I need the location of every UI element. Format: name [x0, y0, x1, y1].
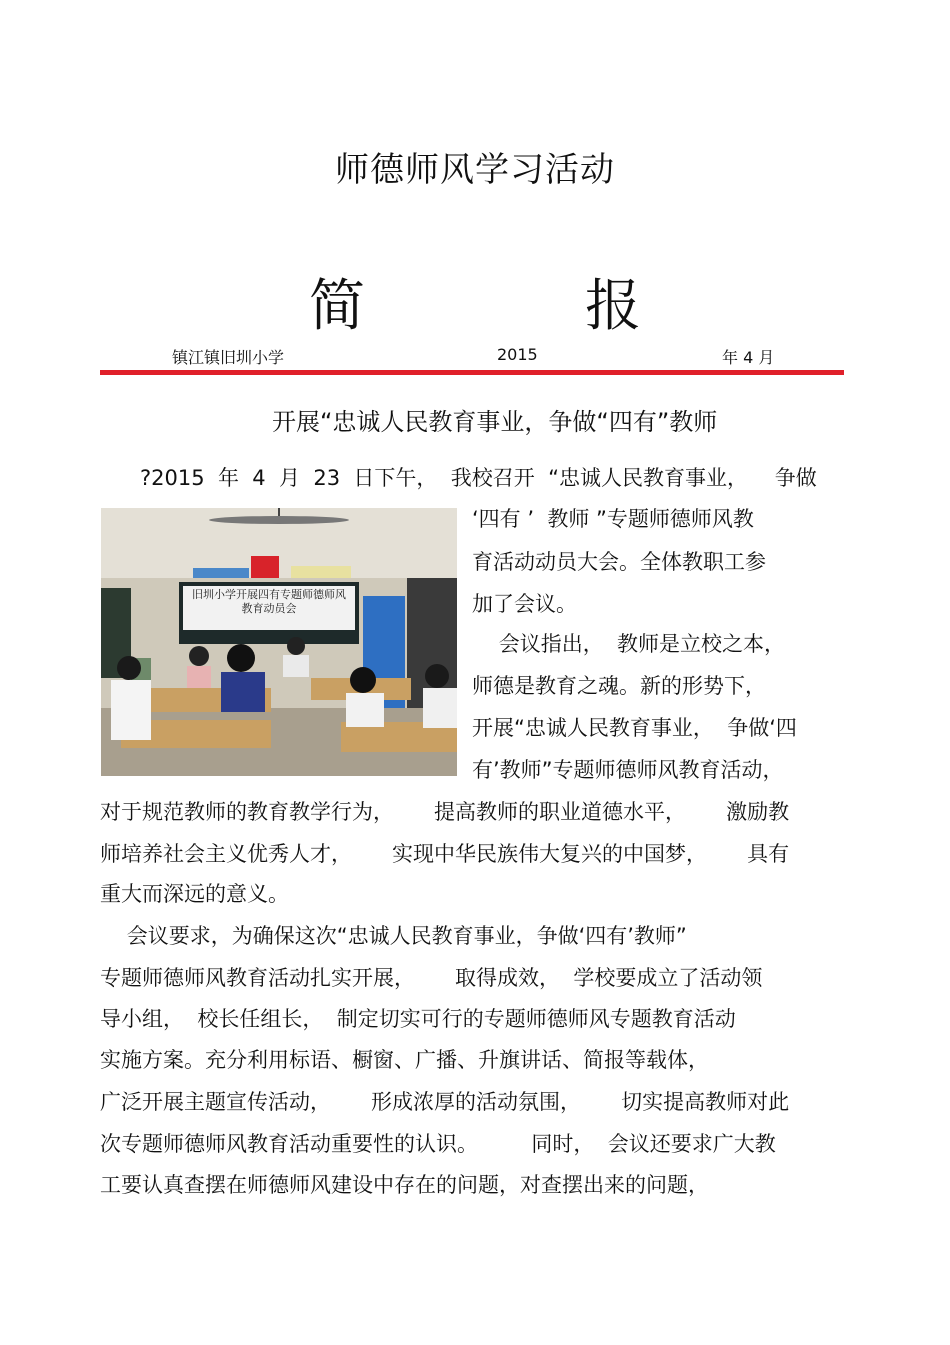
body-line: 广泛开展主题宣传活动， 形成浓厚的活动氛围， 切实提高教师对此	[100, 1090, 790, 1114]
body-line: 导小组， 校长任组长， 制定切实可行的专题师德师风专题教育活动	[100, 1007, 736, 1031]
body-line: 次专题师德师风教育活动重要性的认识。 同时， 会议还要求广大教	[100, 1132, 776, 1156]
wrap-line: 会议指出， 教师是立校之本，	[472, 632, 786, 656]
body-line: 实施方案。充分利用标语、橱窗、广播、升旗讲话、简报等载体，	[100, 1048, 709, 1072]
wrap-line: ‘四有 ’ 教师 ”专题师德师风教	[472, 507, 754, 531]
header-divider	[100, 370, 844, 375]
issue-year: 2015	[497, 345, 538, 364]
body-line: 会议要求，为确保这次“忠诚人民教育事业，争做‘四有’教师”	[100, 924, 687, 948]
body-line: 专题师德师风教育活动扎实开展， 取得成效， 学校要成立了活动领	[100, 966, 763, 990]
wrap-line: 有’教师”专题师德师风教育活动，	[472, 758, 784, 782]
body-line: 工要认真查摆在师德师风建设中存在的问题，对查摆出来的问题，	[100, 1173, 709, 1197]
wrap-line: 师德是教育之魂。新的形势下，	[472, 674, 766, 698]
body-line: 对于规范教师的教育教学行为， 提高教师的职业道德水平， 激励教	[100, 800, 790, 824]
wrap-line: 育活动动员大会。全体教职工参	[472, 550, 766, 574]
article-intro-line: ?2015 年 4 月 23 日下午， 我校召开 “忠诚人民教育事业， 争做	[140, 466, 817, 490]
title-char-right: 报	[585, 274, 641, 339]
newsletter-subtitle: 师德师风学习活动	[335, 150, 615, 190]
photo-banner-line-2: 教育动员会	[241, 602, 297, 615]
wrap-line: 加了会议。	[472, 592, 577, 616]
article-headline: 开展“忠诚人民教育事业，争做“四有”教师	[272, 408, 718, 436]
title-char-left: 简	[309, 274, 365, 339]
body-line: 重大而深远的意义。	[100, 882, 289, 906]
wrap-line: 开展“忠诚人民教育事业， 争做‘四	[472, 716, 797, 740]
school-name: 镇江镇旧圳小学	[172, 348, 285, 367]
meeting-photo	[101, 508, 457, 776]
photo-banner-line-1: 旧圳小学开展四有专题师德师风	[192, 588, 346, 601]
body-line: 师培养社会主义优秀人才， 实现中华民族伟大复兴的中国梦， 具有	[100, 842, 790, 866]
photo-banner-text	[185, 588, 353, 616]
issue-month: 年 4 月	[722, 348, 775, 367]
newsletter-title	[0, 262, 950, 342]
